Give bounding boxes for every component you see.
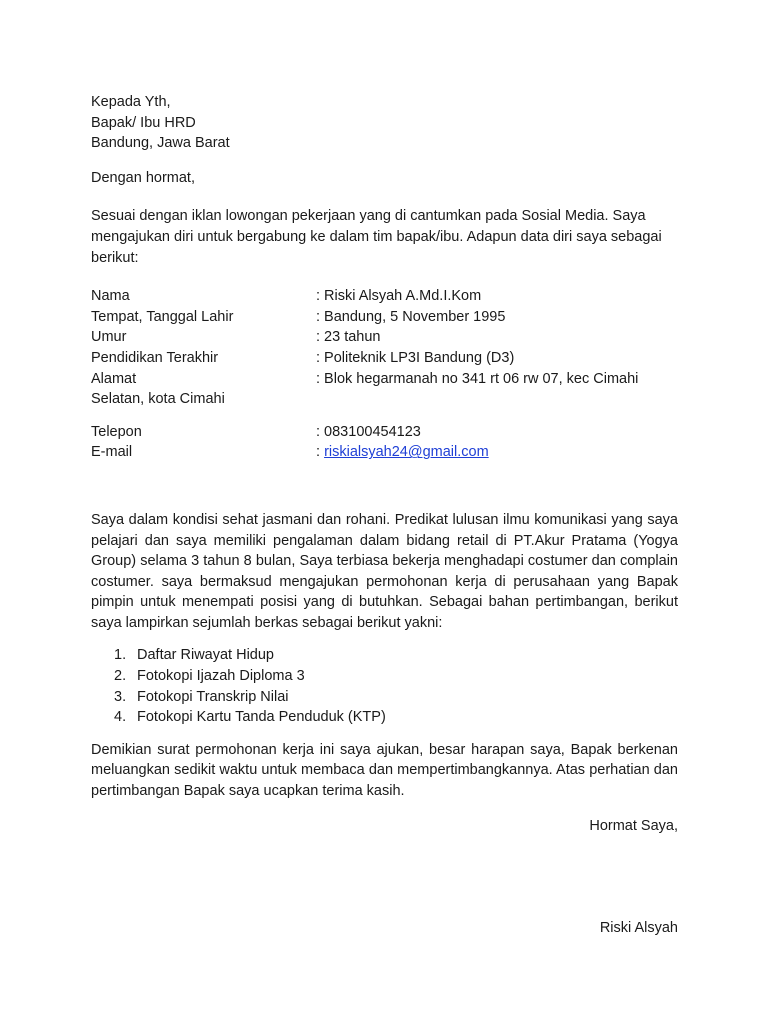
signature-name: Riski Alsyah xyxy=(599,920,678,937)
field-value: : Riski Alsyah A.Md.I.Kom xyxy=(316,288,482,305)
recipient-block xyxy=(91,92,678,154)
list-item: 4. Fotokopi Kartu Tanda Penduduk (KTP) xyxy=(137,707,678,728)
sign-off: Hormat Saya, xyxy=(589,817,678,834)
recipient-line-2: Bapak/ Ibu HRD xyxy=(91,114,196,131)
letter-page xyxy=(91,92,678,939)
field-alamat xyxy=(91,369,678,390)
list-text: Fotokopi Kartu Tanda Penduduk (KTP) xyxy=(137,709,386,726)
field-value: : 083100454123 xyxy=(316,423,421,440)
field-telepon xyxy=(91,422,678,443)
field-alamat-continuation: Selatan, kota Cimahi xyxy=(91,391,225,408)
field-label: Nama xyxy=(91,288,130,305)
closing-paragraph: Demikian surat permohonan kerja ini saya ajukan, besar harapan saya, Bapak berkenan meluangkan sedikit waktu untuk membaca dan mempertimbangkannya. Atas perhatian dan pertimbangan Bapak saya ucapkan terima kasih. xyxy=(91,741,678,800)
field-label: Tempat, Tanggal Lahir xyxy=(91,308,234,325)
field-label: Umur xyxy=(91,329,127,346)
field-value: : Blok hegarmanah no 341 rt 06 rw 07, kec Cimahi xyxy=(316,370,639,387)
list-text: Fotokopi Transkrip Nilai xyxy=(137,688,289,705)
attachment-list xyxy=(91,645,678,727)
field-value: : Bandung, 5 November 1995 xyxy=(316,308,506,325)
list-item: 1. Daftar Riwayat Hidup xyxy=(137,645,678,666)
recipient-line-3: Bandung, Jawa Barat xyxy=(91,135,230,152)
greeting: Dengan hormat, xyxy=(91,169,195,186)
field-label: Pendidikan Terakhir xyxy=(91,349,219,366)
personal-data xyxy=(91,286,678,463)
list-item: 3. Fotokopi Transkrip Nilai xyxy=(137,687,678,708)
field-value: : 23 tahun xyxy=(316,329,381,346)
field-umur xyxy=(91,327,678,348)
body-paragraph: Saya dalam kondisi sehat jasmani dan rohani. Predikat lulusan ilmu komunikasi yang saya pelajari dan saya memiliki pengalaman dalam bidang retail di PT.Akur Pratama (Yogya Group) selama 3 tahun 8 bulan, Saya terbiasa bekerja menghadapi costumer dan complain costumer. saya bermaksud mengajukan permohonan kerja di perusahaan yang Bapak pimpin untuk menempati posisi yang di butuhkan. Sebagai bahan pertimbangan, berikut saya lampirkan sejumlah berkas sebagai berikut yakni: xyxy=(91,511,678,631)
field-pendidikan xyxy=(91,348,678,369)
field-label: Alamat xyxy=(91,370,137,387)
list-item: 2. Fotokopi Ijazah Diploma 3 xyxy=(137,666,678,687)
intro-paragraph: Sesuai dengan iklan lowongan pekerjaan yang di cantumkan pada Sosial Media. Saya mengajukan diri untuk bergabung ke dalam tim bapak/ibu. Adapun data diri saya sebagai berikut: xyxy=(91,208,662,266)
recipient-line-1: Kepada Yth, xyxy=(91,94,171,110)
field-nama xyxy=(91,286,678,307)
field-value: : Politeknik LP3I Bandung (D3) xyxy=(316,349,515,366)
field-label: E-mail xyxy=(91,444,133,461)
field-tempat-tanggal-lahir xyxy=(91,307,678,328)
email-prefix: : xyxy=(316,444,325,461)
list-text: Daftar Riwayat Hidup xyxy=(137,647,274,664)
field-email xyxy=(91,442,678,463)
list-text: Fotokopi Ijazah Diploma 3 xyxy=(137,668,305,685)
email-link[interactable]: riskialsyah24@gmail.com xyxy=(324,444,489,461)
field-label: Telepon xyxy=(91,423,142,440)
field-value xyxy=(316,442,678,463)
